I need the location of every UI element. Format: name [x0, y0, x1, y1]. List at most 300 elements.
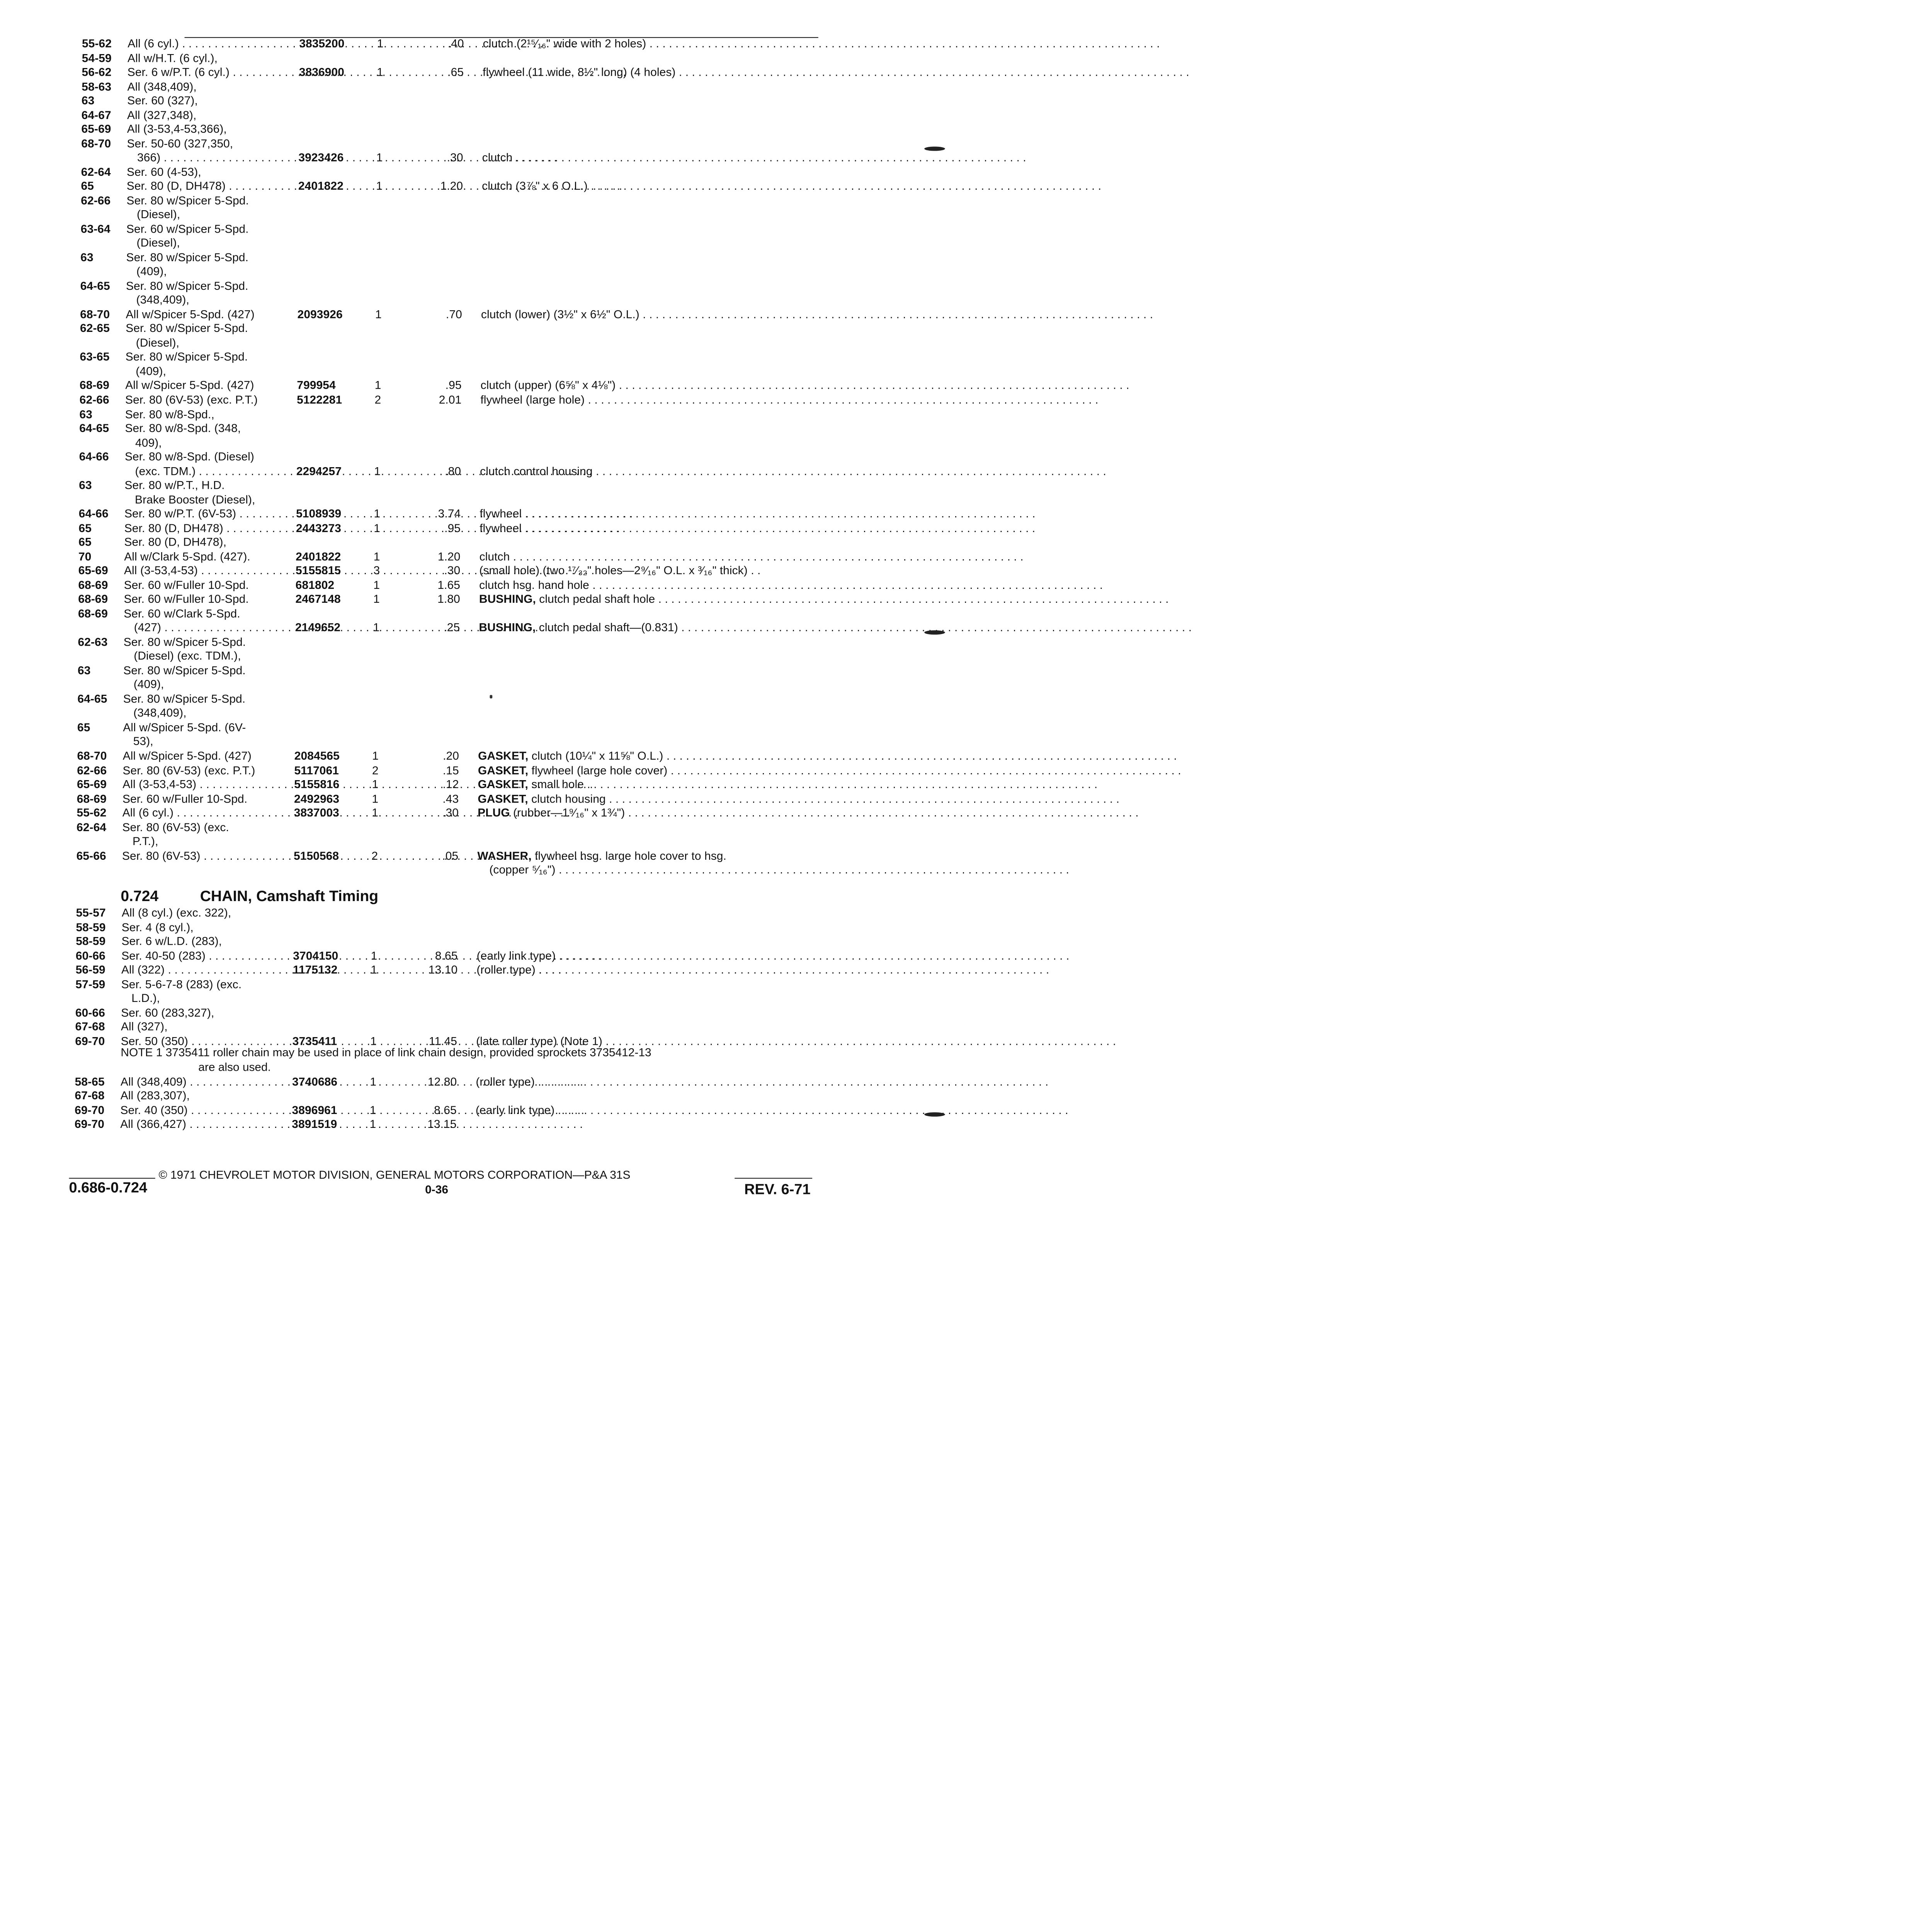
list-price: .95: [444, 521, 461, 534]
application: All (366,427) . . .: [120, 1117, 294, 1131]
application: Ser. 80 w/Spicer 5-Spd.: [123, 692, 246, 706]
list-price: .30: [444, 564, 461, 577]
note-1: [121, 1045, 810, 1075]
description-text: (roller type): [476, 1075, 535, 1088]
list-price: 1.20: [440, 179, 463, 193]
application: 409),: [135, 436, 162, 449]
application: Ser. 4 (8 cyl.),: [121, 920, 194, 934]
quantity: 1: [374, 507, 381, 520]
parts-row: [0, 520, 828, 535]
list-price: .30: [447, 151, 463, 164]
application: All (3-53,4-53,366),: [127, 122, 227, 136]
list-price: .65: [447, 65, 464, 79]
quantity: 1: [375, 308, 382, 321]
application: All w/Spicer 5-Spd. (427): [125, 379, 254, 392]
quantity: 1: [373, 621, 380, 634]
description: [489, 862, 817, 877]
parts-row: [0, 848, 828, 863]
part-number: 3704150: [293, 949, 338, 962]
parts-row: [0, 563, 828, 578]
list-price: .43: [442, 792, 459, 805]
list-price: 1.65: [437, 578, 461, 592]
year-range: 68-69: [78, 592, 108, 606]
application: All w/Spicer 5-Spd. (6V-: [123, 721, 246, 734]
part-number: 5150568: [294, 849, 339, 862]
year-range: 65: [78, 521, 92, 534]
description: [483, 65, 817, 79]
year-range: 67-68: [75, 1020, 105, 1033]
parts-row: [0, 207, 828, 222]
description: [481, 307, 818, 321]
part-number: 3836900: [299, 65, 344, 79]
application: (Diesel),: [136, 336, 180, 349]
description-text: clutch: [479, 550, 510, 563]
year-range: 69-70: [75, 1103, 105, 1116]
parts-row: [0, 464, 828, 478]
application: Ser. 80 w/8-Spd. (Diesel): [125, 450, 254, 463]
parts-row: [0, 962, 828, 977]
application: (348,409),: [136, 293, 189, 306]
parts-row: [0, 649, 828, 663]
description-keyword: GASKET,: [478, 749, 529, 762]
part-number: 2294257: [296, 464, 342, 478]
part-number: 3891519: [292, 1117, 337, 1131]
description-keyword: WASHER,: [477, 849, 532, 862]
description-text: clutch (upper) (6⅝" x 4⅛"): [480, 379, 616, 392]
binding-mark: [924, 1112, 945, 1117]
binding-mark: [924, 630, 945, 634]
list-price: 1.80: [437, 592, 460, 606]
parts-row: [0, 720, 828, 735]
parts-row: [0, 36, 828, 51]
parts-row: [0, 421, 828, 435]
note-line-2: are also used.: [198, 1060, 271, 1074]
description: [478, 763, 818, 777]
part-number: 3735411: [292, 1034, 337, 1048]
description: [477, 848, 817, 863]
application: (409),: [133, 678, 164, 691]
parts-row: [0, 1074, 828, 1089]
application: Ser. 40 (350) . . .: [120, 1102, 294, 1117]
description: [478, 777, 818, 792]
application: Ser. 5-6-7-8 (283) (exc.: [121, 977, 242, 990]
year-range: 60-66: [75, 949, 105, 962]
parts-row: [0, 278, 828, 293]
part-number: 3740686: [292, 1075, 338, 1088]
year-range: 62-64: [81, 165, 111, 179]
year-range: 68-69: [78, 578, 108, 592]
parts-row: [0, 663, 828, 678]
description-text: flywheel hsg. large hole cover to hsg.: [531, 849, 726, 862]
year-range: 62-66: [79, 393, 109, 406]
description-text: clutch (10¼" x 11⅝" O.L.): [528, 749, 663, 762]
parts-row: [0, 350, 828, 364]
quantity: 1: [374, 379, 381, 392]
year-range: 68-70: [81, 136, 111, 150]
year-range: 64-65: [80, 279, 110, 293]
application: Ser. 60 w/Fuller 10-Spd.: [122, 792, 248, 805]
parts-row: [0, 592, 828, 606]
year-range: 58-59: [76, 920, 106, 934]
application: All (327),: [121, 1020, 168, 1033]
year-range: 62-66: [77, 764, 107, 777]
parts-row: [0, 706, 828, 720]
year-range: 65: [78, 536, 92, 549]
parts-row: [0, 150, 828, 165]
description-text: (small hole) (two ¹⁷⁄₃₂" holes—2⁹⁄₁₆" O.L. x ³⁄₁₆" thick) . .: [479, 564, 761, 577]
description: [478, 791, 817, 806]
application: P.T.),: [132, 835, 158, 848]
parts-row: [0, 620, 828, 635]
parts-row: [0, 193, 828, 207]
application: Ser. 6 w/L.D. (283),: [121, 934, 222, 948]
year-range: 65-69: [78, 564, 108, 577]
section-number: 0.724: [121, 887, 159, 905]
part-number: 2149652: [295, 621, 341, 634]
application: Ser. 80 w/8-Spd. (348,: [125, 422, 241, 435]
application: All w/Spicer 5-Spd. (427): [126, 308, 255, 321]
year-range: 64-66: [78, 507, 109, 520]
year-range: 55-62: [82, 37, 112, 50]
quantity: 1: [376, 151, 383, 164]
description: [478, 748, 817, 763]
year-range: 56-62: [82, 65, 112, 79]
description-text: clutch pedal shaft hole: [536, 592, 655, 606]
application: All (283,307),: [120, 1089, 190, 1102]
part-number: 2467148: [295, 592, 341, 606]
description: [480, 549, 818, 564]
parts-row: [0, 991, 828, 1005]
application: All (322) . . .: [121, 962, 294, 977]
year-range: 63-64: [80, 222, 111, 235]
application: Ser. 50 (350) . . .: [121, 1033, 294, 1048]
page-number: 0-36: [425, 1183, 448, 1196]
list-price: .80: [445, 464, 461, 478]
description: [481, 378, 818, 393]
application: (409),: [136, 364, 167, 378]
application: Ser. 80 (D, DH478) . . .: [124, 520, 294, 535]
application: (Diesel) (exc. TDM.),: [134, 650, 241, 663]
application: Ser. 60 w/Clark 5-Spd.: [124, 607, 240, 620]
application: L.D.),: [131, 992, 160, 1005]
year-range: 62-64: [77, 820, 107, 833]
year-range: 58-59: [76, 934, 106, 948]
year-range: 54-59: [82, 51, 112, 65]
parts-row: [0, 221, 828, 236]
list-price: .40: [447, 37, 464, 50]
section-title: CHAIN, Camshaft Timing: [200, 887, 379, 905]
description-text: (early link type): [475, 1103, 555, 1116]
part-number: 3923426: [298, 151, 344, 164]
description-text: (rubber—1⁹⁄₁₆" x 1¾"): [510, 806, 625, 820]
description: [482, 179, 817, 193]
description-text: flywheel (large hole): [480, 393, 585, 406]
year-range: 55-62: [77, 806, 107, 820]
parts-row: [0, 93, 828, 108]
application: Ser. 60 w/Fuller 10-Spd.: [124, 578, 249, 592]
application: (Diesel),: [137, 208, 180, 221]
application: Ser. 80 w/Spicer 5-Spd.: [125, 350, 248, 364]
parts-row: [0, 364, 828, 379]
year-range: 63: [79, 478, 92, 492]
quantity: 1: [369, 1117, 376, 1131]
quantity: 1: [372, 777, 379, 791]
year-range: 68-70: [80, 308, 110, 321]
parts-row: [0, 79, 828, 94]
application: All (6 cyl.) . . .: [128, 36, 294, 51]
parts-row: [0, 293, 828, 307]
footer-rule-left: [69, 1178, 155, 1179]
application: 53),: [133, 735, 153, 748]
description-text: small hole: [528, 777, 584, 791]
description: [479, 592, 818, 606]
parts-row: [0, 179, 828, 193]
description-text: (late roller type) (Note 1): [476, 1034, 602, 1048]
quantity: 1: [370, 1075, 377, 1088]
parts-row: [0, 335, 828, 350]
quantity: 2: [371, 849, 378, 862]
note-line-1: NOTE 1 3735411 roller chain may be used in place of link chain design, provided sprockets 3735412-13: [121, 1046, 651, 1059]
application: Ser. 80 w/8-Spd.,: [125, 407, 214, 420]
parts-row: [0, 506, 828, 521]
quantity: 3: [373, 564, 380, 577]
quantity: 1: [373, 550, 380, 563]
description: [477, 948, 818, 963]
parts-row: [0, 51, 828, 65]
description: [480, 464, 817, 478]
part-number: 5117061: [294, 764, 339, 777]
year-range: 62-63: [78, 635, 108, 648]
year-range: 69-70: [74, 1117, 104, 1131]
description-text: (roller type): [476, 963, 536, 976]
quantity: 1: [377, 37, 384, 50]
application: Ser. 80 (6V-53) . . .: [122, 848, 294, 863]
description-text: clutch (3⅞" x 6 O.L.): [482, 179, 588, 193]
parts-row: [0, 307, 828, 321]
year-range: 65: [77, 721, 90, 734]
description-text: (early link type): [476, 949, 556, 962]
quantity: 1: [374, 464, 381, 478]
parts-row: [0, 107, 828, 122]
parts-row: [0, 435, 828, 450]
quantity: 1: [372, 806, 378, 820]
parts-row: [0, 934, 828, 949]
application: All (8 cyl.) (exc. 322),: [121, 906, 231, 919]
parts-row: [0, 777, 828, 792]
description: [476, 1102, 818, 1117]
description: [476, 962, 817, 977]
description-text: flywheel: [480, 521, 522, 534]
description-keyword: GASKET,: [478, 792, 528, 805]
quantity: 1: [373, 578, 380, 592]
quantity: 1: [371, 949, 378, 962]
application: Ser. 6 w/P.T. (6 cyl.) . . .: [128, 65, 294, 79]
application: Ser. 80 w/Spicer 5-Spd.: [126, 250, 249, 264]
year-range: 62-65: [80, 322, 110, 335]
application: All w/Spicer 5-Spd. (427): [122, 749, 252, 762]
parts-row: [0, 478, 828, 492]
application: All (3-53,4-53) . . .: [122, 777, 294, 792]
application: Ser. 40-50 (283) . . .: [121, 948, 294, 963]
year-range: 68-69: [78, 607, 108, 620]
binding-mark: [924, 146, 945, 151]
list-price: .15: [442, 764, 459, 777]
list-price: 11.45: [429, 1034, 457, 1048]
description-text: clutch (2¹⁵⁄₁₆" wide with 2 holes): [483, 37, 646, 50]
application: Ser. 80 (6V-53) (exc.: [122, 820, 229, 833]
parts-row: [0, 763, 828, 777]
quantity: 1: [372, 749, 379, 762]
application: Ser. 60 w/Spicer 5-Spd.: [126, 222, 249, 235]
quantity: 1: [373, 592, 380, 606]
application: (exc. TDM.) . . .: [135, 464, 294, 478]
parts-row: [0, 378, 828, 393]
description-text: clutch pedal shaft—(0.831): [536, 621, 678, 634]
description-keyword: PLUG: [478, 806, 510, 820]
year-range: 63: [79, 407, 92, 420]
page-footer: [69, 1167, 816, 1211]
parts-row: [0, 321, 828, 336]
parts-row: [0, 492, 828, 507]
year-range: 68-70: [77, 749, 107, 762]
description: [479, 620, 817, 635]
quantity: 2: [374, 393, 381, 406]
list-price: 2.01: [439, 393, 462, 406]
list-price: .70: [446, 308, 462, 321]
parts-row: [0, 820, 828, 834]
year-range: 63: [77, 663, 91, 677]
part-number: 3835200: [299, 37, 345, 50]
parts-row: [0, 834, 828, 849]
description: [479, 578, 817, 592]
application: Ser. 80 (6V-53) (exc. P.T.): [122, 764, 255, 777]
parts-row: [0, 606, 828, 621]
application: Ser. 60 (4-53),: [127, 165, 201, 179]
year-range: 65-69: [81, 122, 111, 136]
year-range: 65: [81, 179, 94, 193]
application: (427) . . .: [134, 620, 294, 635]
copyright-line: © 1971 CHEVROLET MOTOR DIVISION, GENERAL MOTORS CORPORATION—P&A 31S: [158, 1168, 631, 1182]
year-range: 58-63: [82, 80, 112, 93]
application: 366) . . .: [137, 150, 294, 165]
year-range: 65-69: [77, 777, 107, 791]
part-number: 5155816: [294, 777, 340, 791]
list-price: .25: [444, 621, 460, 634]
parts-row: [0, 791, 828, 806]
part-number: 2401822: [298, 179, 344, 193]
application: Ser. 80 w/Spicer 5-Spd.: [123, 635, 246, 648]
year-range: 64-67: [81, 108, 111, 121]
list-price: .95: [445, 379, 462, 392]
application: Ser. 80 (D, DH478) . . .: [127, 179, 294, 193]
parts-row: [0, 250, 828, 265]
application: All (6 cyl.) . . .: [122, 805, 294, 820]
list-price: .30: [442, 806, 459, 820]
list-price: 13.10: [428, 963, 458, 976]
description-keyword: BUSHING,: [479, 621, 536, 634]
parts-row: [0, 691, 828, 706]
application: Ser. 80 w/Spicer 5-Spd.: [126, 322, 248, 335]
parts-row: [0, 1088, 828, 1103]
part-number: 2492963: [294, 792, 340, 805]
application: Ser. 60 (327),: [127, 94, 198, 107]
parts-row: [0, 1117, 828, 1131]
application: All (327,348),: [127, 108, 197, 121]
application: Ser. 60 (283,327),: [121, 1006, 214, 1019]
year-range: 62-66: [81, 194, 111, 207]
part-number: 3896961: [292, 1103, 337, 1116]
parts-row: [0, 136, 828, 151]
description-keyword: GASKET,: [478, 777, 528, 791]
application: Ser. 80 (D, DH478),: [124, 536, 227, 549]
part-number: 1175132: [293, 963, 338, 976]
description-text: flywheel (large hole cover): [528, 764, 668, 777]
year-range: 63-65: [80, 350, 110, 364]
application: All (348,409) . . .: [121, 1074, 294, 1089]
year-range: 64-65: [79, 422, 109, 435]
description: [482, 150, 818, 165]
application: All (3-53,4-53) . . .: [124, 563, 294, 578]
year-range: 67-68: [75, 1089, 105, 1102]
part-number: 799954: [297, 379, 336, 392]
part-number: 3837003: [294, 806, 339, 820]
list-price: 12.80: [427, 1075, 457, 1088]
list-price: .05: [442, 849, 459, 862]
application: Ser. 80 w/P.T. (6V-53) . . .: [124, 506, 294, 521]
parts-row: [0, 164, 828, 179]
application: Ser. 80 w/Spicer 5-Spd.: [123, 663, 246, 677]
list-price: 1.20: [437, 550, 461, 563]
application: Ser. 60 w/Fuller 10-Spd.: [124, 592, 249, 606]
description-text: clutch (lower) (3½" x 6½" O.L.): [481, 308, 639, 321]
parts-row: [0, 549, 828, 564]
list-price: 8.65: [435, 949, 458, 962]
parts-row: [0, 948, 828, 963]
parts-row: [0, 449, 828, 464]
year-range: 63: [80, 250, 94, 264]
application: Ser. 80 w/Spicer 5-Spd.: [126, 194, 249, 207]
quantity: 1: [370, 1034, 377, 1048]
quantity: 1: [376, 179, 383, 193]
application: (Diesel),: [136, 236, 180, 250]
application: All w/Clark 5-Spd. (427).: [124, 550, 250, 563]
parts-row: [0, 406, 828, 421]
part-number: 5155815: [296, 564, 341, 577]
list-price: .20: [443, 749, 459, 762]
parts-row: [0, 976, 828, 991]
description-text: flywheel (11 wide, 8½" long) (4 holes): [483, 65, 676, 79]
part-number: 2443273: [296, 521, 341, 534]
parts-row: [0, 392, 828, 407]
parts-row: [0, 1019, 828, 1034]
description-text: clutch housing: [528, 792, 606, 805]
parts-row: [0, 236, 828, 250]
description-text: clutch hsg. hand hole: [479, 578, 589, 592]
parts-row: [0, 748, 828, 763]
year-range: 58-65: [75, 1075, 105, 1088]
part-number: 5108939: [296, 507, 342, 520]
year-range: 64-65: [77, 692, 107, 706]
application: (409),: [136, 265, 167, 278]
application: Ser. 80 w/P.T., H.D.: [124, 478, 225, 492]
description: [483, 36, 818, 51]
year-range: 55-57: [76, 906, 106, 919]
parts-row: [0, 734, 828, 749]
quantity: 1: [374, 521, 380, 534]
year-range: 63: [82, 94, 95, 107]
year-range: 68-69: [79, 379, 109, 392]
year-range: 64-66: [79, 450, 109, 463]
